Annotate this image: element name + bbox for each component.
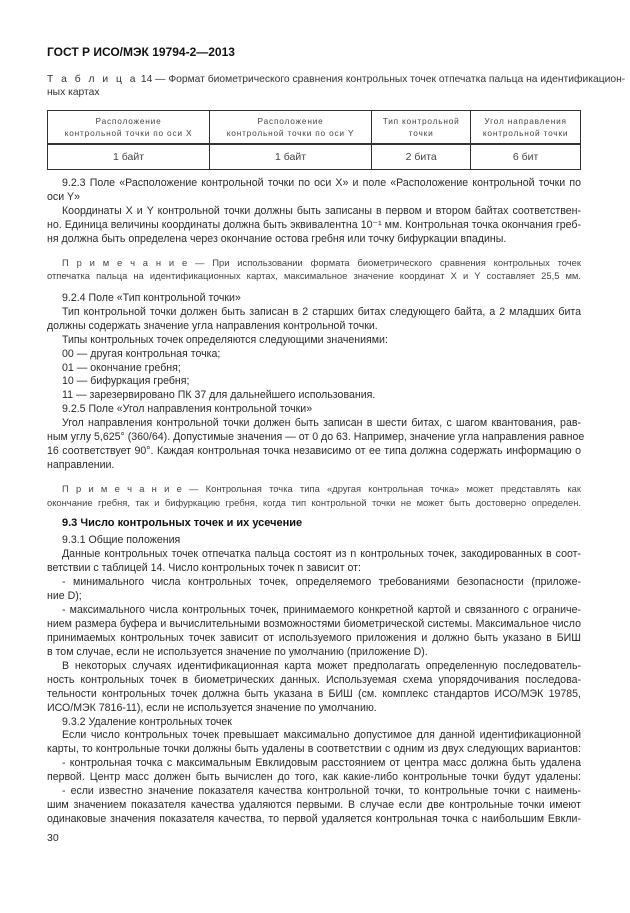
section-title: 9.3 Число контрольных точек и их усечение <box>62 517 303 530</box>
header-y: Расположение контрольной точки по оси Y <box>210 111 372 145</box>
text-line: первой. Центр масс должен быть вычислен до того, как какие-либо контрольные точки будут удалены: <box>47 771 581 784</box>
text-line: - контрольная точка с максимальным Евклидовым расстоянием от центра масс должна быть удалена <box>62 757 581 770</box>
header-x: Расположение контрольной точки по оси X <box>48 111 210 145</box>
table-row <box>48 144 581 170</box>
document-header: ГОСТ Р ИСО/МЭК 19794-2—2013 <box>47 45 235 59</box>
text-line: тельности контрольных точек должна быть указана в БИШ (см. комплекс стандартов ИСО/МЭК 19785, <box>47 687 581 700</box>
caption-text-cont: ных картах <box>47 87 100 98</box>
text-line: Угол направления контрольной точки должен быть записан в шести битах, с шагом квантования, рав- <box>62 417 581 430</box>
text-line: в том случае, если не используется значение по умолчанию (приложение D). <box>47 645 428 658</box>
section-heading: 9.3.2 Удаление контрольных точек <box>62 715 232 728</box>
page-number: 30 <box>47 832 59 844</box>
table-caption <box>47 73 626 99</box>
caption-label: Т а б л и ц а <box>47 74 138 85</box>
text-line: Типы контрольных точек определяются следующими значениями: <box>62 333 388 346</box>
table-14 <box>47 110 581 170</box>
text-line: ным углу 5,625° (360/64). Допустимые значения — от 0 до 63. Например, значение угла направления равное <box>47 431 585 444</box>
text-line: шим значением показателя качества удаляются первыми. В случае если две контрольные точки имеют <box>47 799 581 812</box>
cell: 2 бита <box>372 144 471 170</box>
note-line: П р и м е ч а н и е — При использовании формата биометрического сравнения контрольных точек <box>62 256 581 268</box>
header-type: Тип контрольной точки <box>372 111 471 145</box>
text-line: Данные контрольных точек отпечатка пальца состоят из n контрольных точек, закодированных в соот- <box>62 548 581 561</box>
text-line: оси Y» <box>47 190 81 203</box>
table-header-row <box>48 111 581 145</box>
text-line: - максимального числа контрольных точек, принимаемого конкретной картой и связанного с ограниче- <box>62 603 581 616</box>
text-line: ние D); <box>47 589 82 602</box>
text-line: ИСО/МЭК 7816-11), если не используется значение по умолчанию. <box>47 701 377 714</box>
text-line: направлении. <box>47 459 115 472</box>
text-line: нием размера буфера и вычислительными возможностями биометрической системы. Максимальное число <box>47 617 581 630</box>
cell: 1 байт <box>48 144 210 170</box>
text-line: Координаты X и Y контрольной точки должны быть записаны в первом и втором байтах соответствен- <box>62 204 581 217</box>
text-line: ность контрольных точек в биометрических данных. Используемая схема упорядочивания последова- <box>47 673 581 686</box>
header-angle: Угол направления контрольной точки <box>471 111 581 145</box>
text-line: - минимального числа контрольных точек, определяемого требованиями безопасности (приложе- <box>62 575 581 588</box>
cell: 6 бит <box>471 144 581 170</box>
text-line: 16 соответствует 90°. Каждая контрольная точка независимо от ее типа должна содержать информацию о <box>47 445 581 458</box>
caption-text: 14 — Формат биометрического сравнения контрольных точек отпечатка пальца на идентификацион- <box>140 74 626 85</box>
text-line: - если известно значение показателя качества контрольной точки, то контрольные точки с наимень- <box>62 785 581 798</box>
note-line: П р и м е ч а н и е — Контрольная точка типа «другая контрольная точка» может представлять как <box>62 483 581 495</box>
document-body <box>47 177 585 827</box>
section-heading: 9.2.4 Поле «Тип контрольной точки» <box>62 291 241 304</box>
text-line: Если число контрольных точек превышает максимально допустимое для данной идентификационной <box>62 729 581 742</box>
list-item: 11 — зарезервировано ПК 37 для дальнейшего использования. <box>62 389 376 402</box>
section-heading: 9.3.1 Общие положения <box>62 534 181 547</box>
text-line: карты, то контрольные точки должны быть удалены в соответствии с одним из двух следующих вариантов: <box>47 743 581 756</box>
text-line: Тип контрольной точки должен быть записан в 2 старших битах следующего байта, а 2 младших бита <box>62 305 581 318</box>
section-heading: 9.2.3 Поле «Расположение контрольной точки по оси X» и поле «Расположение контрольной точки по <box>62 177 581 189</box>
text-line: должны содержать значение угла направления контрольной точки. <box>47 319 378 332</box>
note-line: окончание гребня, так и бифуркацию гребня, когда тип контрольной точки не может быть достоверно определен. <box>47 496 581 508</box>
text-line: В некоторых случаях идентификационная карта может предполагать определенную последователь- <box>62 659 581 672</box>
section-heading: 9.2.5 Поле «Угол направления контрольной точки» <box>62 403 313 416</box>
text-line: но. Единица величины координаты должна быть эквивалентна 10⁻¹ мм. Контрольная точка окончания греб- <box>47 218 581 231</box>
text-line: ня должна быть определена через окончание остова гребня или точку бифуркации впадины. <box>47 232 507 245</box>
list-item: 00 — другая контрольная точка; <box>62 347 221 360</box>
list-item: 10 — бифуркация гребня; <box>62 375 190 388</box>
list-item: 01 — окончание гребня; <box>62 361 181 374</box>
text-line: принимаемых контрольных точек зависит от используемого приложения и должно быть указано в БИШ <box>47 631 581 644</box>
cell: 1 байт <box>210 144 372 170</box>
text-line: ветствии с таблицей 14. Число контрольных точек n зависит от: <box>47 562 361 575</box>
text-line: одинаковые значения показателя качества, то первой удаляется контрольная точка с наибольшим Евкли- <box>47 813 581 826</box>
note-line: отпечатка пальца на идентификационных картах, максимальное значение координат X и Y составляет 25,5 мм. <box>47 270 581 282</box>
